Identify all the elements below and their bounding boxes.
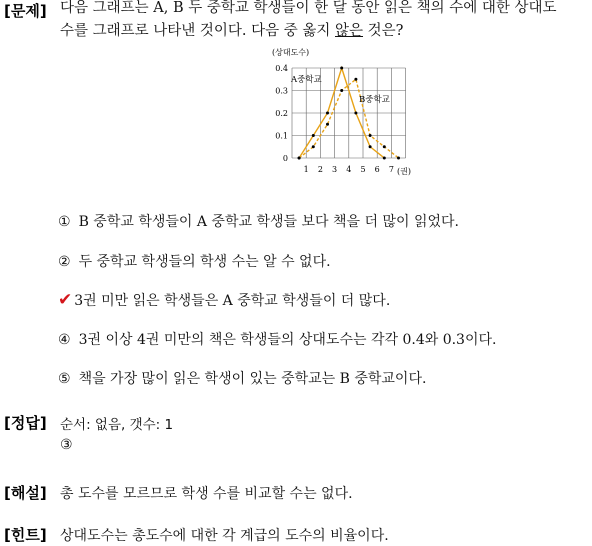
x-tick-label: 7 bbox=[388, 165, 394, 174]
series-label-a: A중학교 bbox=[291, 75, 322, 85]
underlined-word: 않은 bbox=[335, 23, 364, 39]
x-axis-labels bbox=[304, 165, 394, 174]
data-point bbox=[354, 112, 357, 115]
x-tick-label: 3 bbox=[332, 165, 338, 174]
y-tick-label: 0 bbox=[282, 154, 288, 163]
question-tag: [문제] bbox=[4, 2, 47, 20]
option-2 bbox=[58, 251, 331, 271]
x-axis-title: (권) bbox=[397, 167, 411, 176]
y-tick-label: 0.4 bbox=[275, 64, 288, 73]
data-point bbox=[340, 67, 343, 70]
option-2-text: 두 중학교 학생들의 학생 수는 알 수 없다. bbox=[78, 254, 331, 270]
x-tick-label: 2 bbox=[317, 165, 323, 174]
x-tick-label: 5 bbox=[360, 165, 366, 174]
y-tick-label: 0.2 bbox=[275, 109, 288, 118]
x-tick-label: 4 bbox=[346, 165, 352, 174]
y-axis-title: (상대도수) bbox=[272, 48, 310, 57]
option-4-marker: ④ bbox=[58, 332, 71, 348]
hint-tag: [힌트] bbox=[4, 526, 47, 544]
hint-text: 상대도수는 총도수에 대한 각 계급의 도수의 비율이다. bbox=[60, 528, 389, 544]
y-tick-label: 0.1 bbox=[275, 131, 288, 141]
x-tick-label: 1 bbox=[303, 165, 309, 174]
option-2-marker: ② bbox=[58, 254, 71, 270]
data-point bbox=[383, 157, 386, 160]
data-point bbox=[312, 145, 315, 148]
answer-value: ③ bbox=[60, 437, 73, 453]
data-point bbox=[312, 134, 315, 137]
data-point bbox=[354, 78, 357, 81]
option-5-marker: ⑤ bbox=[58, 371, 71, 387]
data-point bbox=[340, 89, 343, 92]
data-point bbox=[326, 112, 329, 115]
y-tick-label: 0.3 bbox=[275, 86, 288, 96]
data-point bbox=[298, 157, 301, 160]
data-point bbox=[369, 134, 372, 137]
check-mark-icon: ✔ bbox=[58, 290, 73, 310]
y-axis-labels bbox=[275, 64, 288, 163]
answer-tag: [정답] bbox=[4, 414, 47, 432]
option-3 bbox=[58, 290, 390, 310]
option-4-text: 3권 이상 4권 미만의 책은 학생들의 상대도수는 각각 0.4와 0.3이다. bbox=[78, 332, 497, 348]
answer-order-count: 순서: 없음, 갯수: 1 bbox=[60, 417, 174, 433]
question-line-2: 수를 그래프로 나타낸 것이다. 다음 중 옳지 않은 것은? bbox=[60, 23, 404, 39]
explanation-text: 총 도수를 모르므로 학생 수를 비교할 수는 없다. bbox=[60, 486, 353, 502]
option-5-text: 책을 가장 많이 읽은 학생이 있는 중학교는 B 중학교이다. bbox=[78, 371, 427, 387]
option-5 bbox=[58, 368, 426, 388]
series-label-b: B중학교 bbox=[359, 95, 390, 105]
option-1-marker: ① bbox=[58, 214, 71, 230]
question-line-1: 다음 그래프는 A, B 두 중학교 학생들이 한 달 동안 읽은 책의 수에 대한 상대도 bbox=[60, 0, 557, 16]
option-1 bbox=[58, 211, 459, 231]
option-4 bbox=[58, 329, 496, 349]
relative-frequency-chart bbox=[270, 44, 420, 182]
data-point bbox=[369, 145, 372, 148]
data-point bbox=[383, 145, 386, 148]
data-point bbox=[326, 123, 329, 126]
option-3-text: 3권 미만 읽은 학생들은 A 중학교 학생들이 더 많다. bbox=[74, 293, 391, 309]
data-point bbox=[397, 157, 400, 160]
x-tick-label: 6 bbox=[374, 165, 380, 174]
explanation-tag: [해설] bbox=[4, 484, 47, 502]
option-1-text: B 중학교 학생들이 A 중학교 학생들 보다 책을 더 많이 읽었다. bbox=[78, 214, 459, 230]
